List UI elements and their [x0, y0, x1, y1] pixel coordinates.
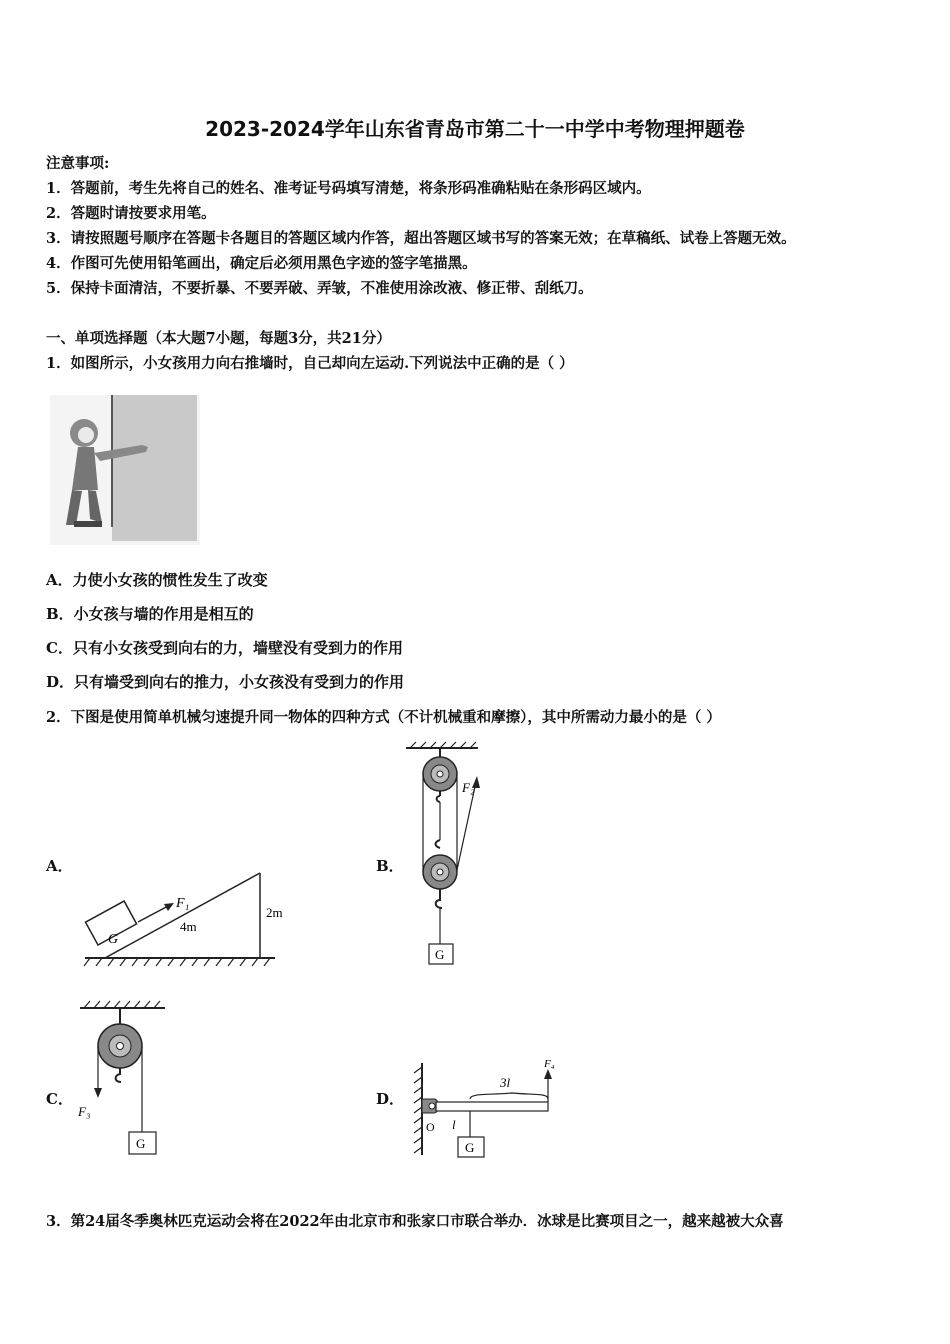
option-d: D．只有墙受到向右的推力，小女孩没有受到力的作用 [46, 673, 405, 691]
short-arm-label: l [452, 1117, 456, 1132]
notice-item: 4．作图可先使用铅笔画出，确定后必须用黑色字迹的签字笔描黑。 [46, 255, 477, 272]
figure-label-b: B． [376, 857, 404, 875]
option-b: B．小女孩与墙的作用是相互的 [46, 605, 254, 623]
notice-item: 2．答题时请按要求用笔。 [46, 205, 216, 222]
question-3-stem: 3．第24届冬季奥林匹克运动会将在2022年由北京市和张家口市联合举办．冰球是比赛项目之一，越来越被大众喜 [46, 1213, 784, 1230]
load-g-label: G [465, 1140, 475, 1155]
height-label: 2m [266, 905, 283, 920]
long-arm-label: 3l [500, 1075, 511, 1090]
figure-label-c: C． [46, 1090, 73, 1108]
figure-label-d: D． [376, 1090, 405, 1108]
load-g-label: G [136, 1136, 146, 1151]
inclined-plane-figure [80, 865, 283, 975]
load-g-label: G [435, 947, 445, 962]
fixed-pulley-figure [70, 1000, 180, 1165]
section-heading: 一、单项选择题（本大题7小题，每题3分，共21分） [46, 330, 391, 347]
force-f4-label: F₄ [544, 1058, 555, 1070]
option-c: C．只有小女孩受到向右的力，墙壁没有受到力的作用 [46, 639, 403, 657]
slope-length-label: 4m [180, 919, 197, 934]
pivot-o-label: O [426, 1120, 435, 1134]
figure-label-a: A． [46, 857, 73, 875]
pulley-block-figure [400, 742, 500, 970]
question-2-stem: 2．下图是使用简单机械匀速提升同一物体的四种方式（不计机械重和摩擦），其中所需动力最小的是（ ） [46, 709, 721, 726]
notice-item: 5．保持卡面清洁，不要折暴、不要弄破、弄皱，不准使用涂改液、修正带、刮纸刀。 [46, 280, 593, 297]
notice-item: 3．请按照题号顺序在答题卡各题目的答题区域内作答，超出答题区域书写的答案无效；在草稿纸、试卷上答题无效。 [46, 230, 796, 247]
force-f1-label: F₁ [176, 896, 190, 911]
notice-heading: 注意事项: [46, 155, 110, 172]
page-title: 2023-2024学年山东省青岛市第二十一中学中考物理押题卷 [205, 117, 745, 141]
notice-item: 1．答题前，考生先将自己的姓名、准考证号码填写清楚，将条形码准确粘贴在条形码区域内。 [46, 180, 651, 197]
force-f3-label: F₃ [78, 1104, 91, 1119]
load-g-label: G [108, 932, 119, 947]
option-a: A．力使小女孩的惯性发生了改变 [46, 571, 268, 589]
force-f2-label: F₂ [462, 780, 475, 795]
girl-pushing-wall-figure [50, 395, 200, 545]
lever-figure [400, 1055, 570, 1165]
question-1-stem: 1．如图所示，小女孩用力向右推墙时，自己却向左运动.下列说法中正确的是（ ） [46, 355, 574, 372]
